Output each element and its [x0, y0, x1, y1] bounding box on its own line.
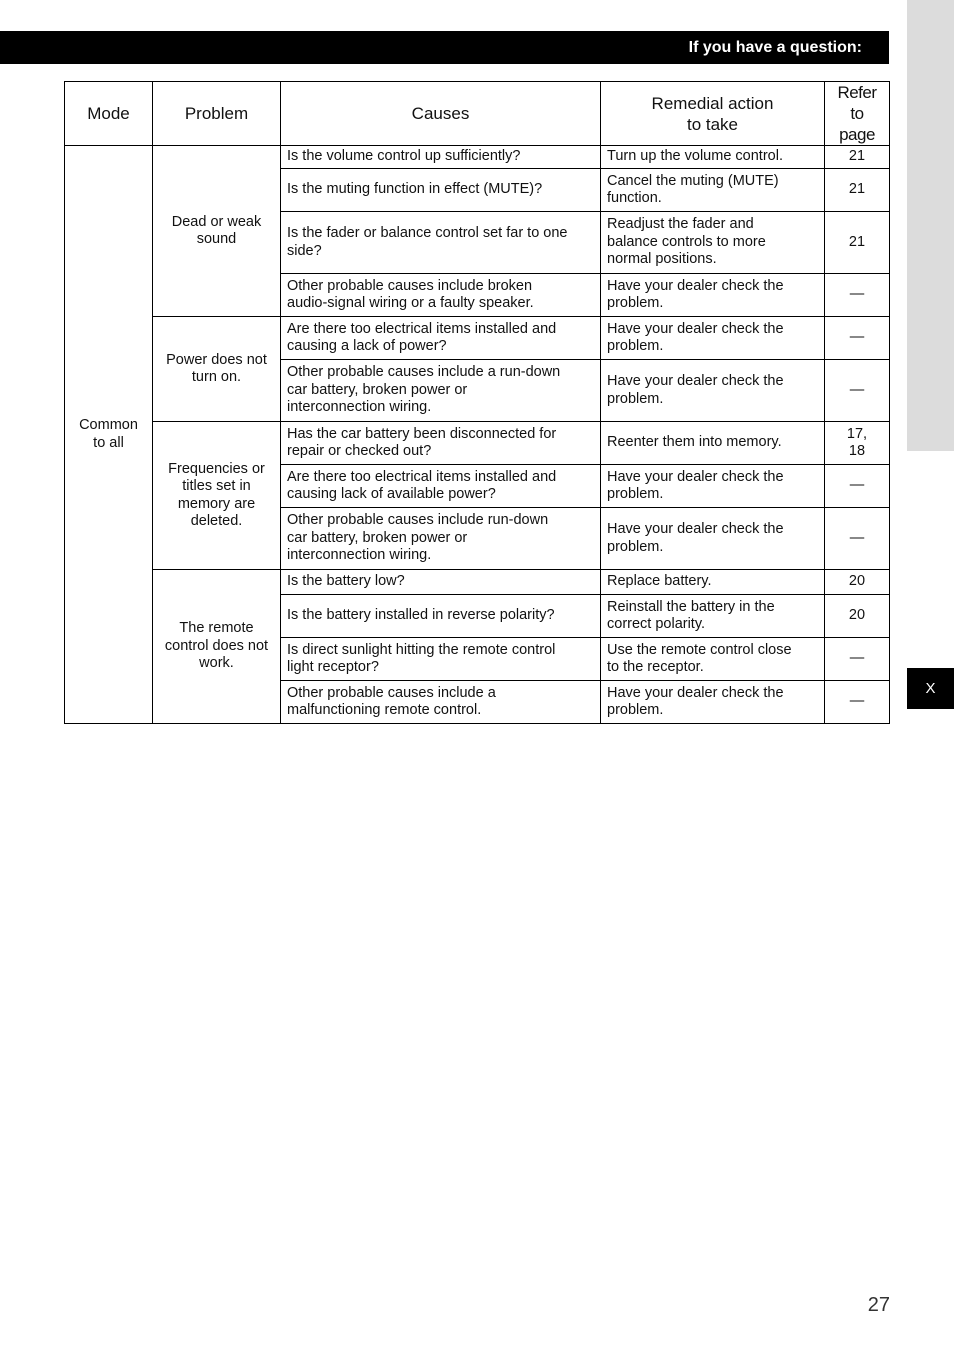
cause-cell: Is direct sunlight hitting the remote control light receptor? — [281, 638, 601, 681]
table-header-row — [65, 82, 890, 146]
remedy-cell: Readjust the fader and balance controls to more normal positions. — [601, 212, 825, 274]
remedy-cell: Have your dealer check the problem. — [601, 360, 825, 422]
mode-cell: Common to all — [65, 146, 153, 724]
remedy-cell: Replace battery. — [601, 570, 825, 595]
remedy-cell: Reinstall the battery in the correct polarity. — [601, 595, 825, 638]
cause-cell: Other probable causes include run-down car battery, broken power or interconnection wiring. — [281, 508, 601, 570]
cause-cell: Other probable causes include a malfunctioning remote control. — [281, 681, 601, 724]
remedy-cell: Use the remote control close to the receptor. — [601, 638, 825, 681]
cause-cell: Is the volume control up sufficiently? — [281, 146, 601, 169]
table-row — [65, 422, 890, 465]
problem-cell: Dead or weak sound — [153, 146, 281, 317]
refer-page-cell: — — [825, 465, 890, 508]
refer-page-cell: — — [825, 638, 890, 681]
side-gray-strip — [907, 0, 954, 451]
problem-cell: Power does not turn on. — [153, 317, 281, 422]
refer-page-cell: 17, 18 — [825, 422, 890, 465]
cause-cell: Has the car battery been disconnected for repair or checked out? — [281, 422, 601, 465]
remedy-cell: Have your dealer check the problem. — [601, 317, 825, 360]
cause-cell: Is the battery installed in reverse polarity? — [281, 595, 601, 638]
refer-page-cell: — — [825, 274, 890, 317]
refer-page-cell: 21 — [825, 212, 890, 274]
table-row — [65, 570, 890, 595]
refer-page-cell: — — [825, 360, 890, 422]
remedy-cell: Turn up the volume control. — [601, 146, 825, 169]
remedy-cell: Have your dealer check the problem. — [601, 681, 825, 724]
problem-cell: Frequencies or titles set in memory are deleted. — [153, 422, 281, 570]
section-tab-label: X — [925, 680, 936, 697]
problem-cell: The remote control does not work. — [153, 570, 281, 724]
column-header-mode: Mode — [65, 82, 153, 146]
refer-page-cell: 21 — [825, 169, 890, 212]
refer-page-cell: 20 — [825, 570, 890, 595]
cause-cell: Are there too electrical items installed and causing a lack of power? — [281, 317, 601, 360]
refer-page-cell: 20 — [825, 595, 890, 638]
column-header-causes: Causes — [281, 82, 601, 146]
troubleshooting-table — [64, 81, 890, 724]
cause-cell: Is the muting function in effect (MUTE)? — [281, 169, 601, 212]
remedy-cell: Have your dealer check the problem. — [601, 465, 825, 508]
refer-page-cell: — — [825, 508, 890, 570]
column-header-problem: Problem — [153, 82, 281, 146]
section-tab — [907, 668, 954, 709]
refer-page-cell: 21 — [825, 146, 890, 169]
column-header-remedy: Remedial action to take — [601, 82, 825, 146]
table-row — [65, 317, 890, 360]
cause-cell: Are there too electrical items installed and causing lack of available power? — [281, 465, 601, 508]
cause-cell: Is the fader or balance control set far to one side? — [281, 212, 601, 274]
cause-cell: Is the battery low? — [281, 570, 601, 595]
column-header-refer-page: Refer to page — [825, 82, 890, 146]
refer-page-cell: — — [825, 681, 890, 724]
remedy-cell: Cancel the muting (MUTE) function. — [601, 169, 825, 212]
section-header-title: If you have a question: — [688, 38, 862, 56]
remedy-cell: Reenter them into memory. — [601, 422, 825, 465]
section-header — [0, 31, 889, 64]
remedy-cell: Have your dealer check the problem. — [601, 274, 825, 317]
page-number: 27 — [867, 1294, 890, 1316]
table-body — [65, 146, 890, 724]
remedy-cell: Have your dealer check the problem. — [601, 508, 825, 570]
table-row — [65, 146, 890, 169]
cause-cell: Other probable causes include a run-down car battery, broken power or interconnection wiring. — [281, 360, 601, 422]
cause-cell: Other probable causes include broken audio-signal wiring or a faulty speaker. — [281, 274, 601, 317]
refer-page-cell: — — [825, 317, 890, 360]
